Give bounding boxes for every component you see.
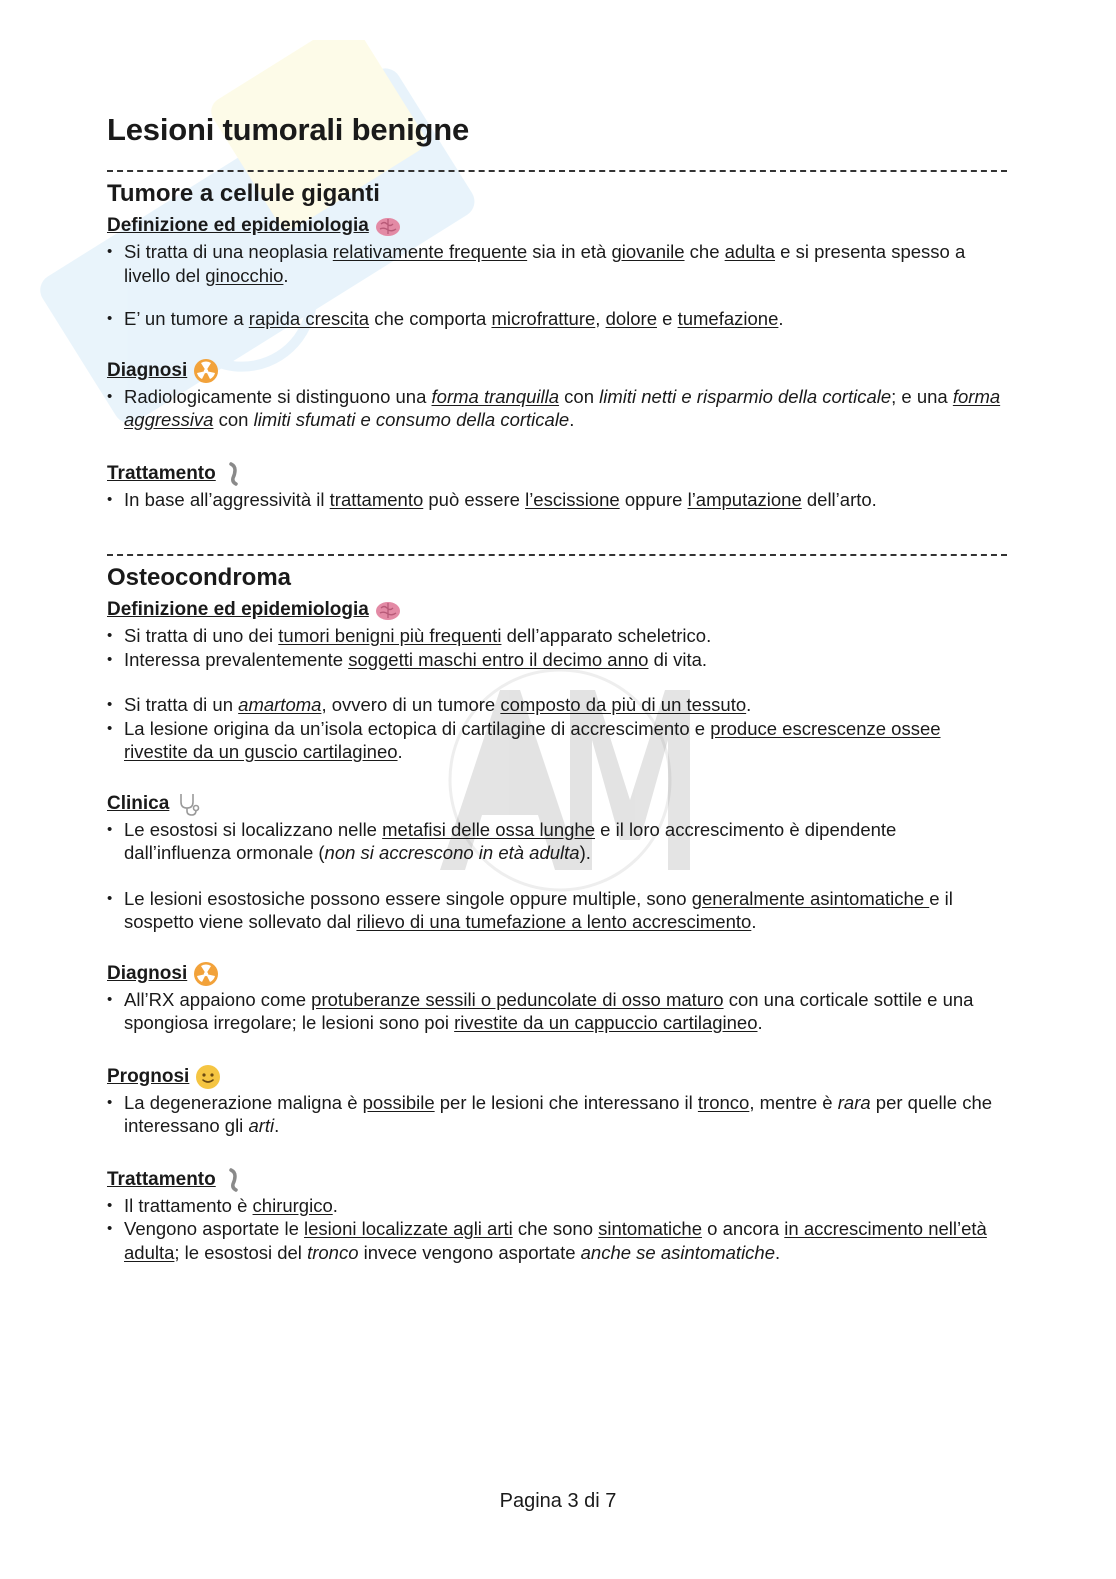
subsection-trattamento-1 <box>107 460 1007 488</box>
list-item: • Radiologicamente si distinguono una forma tranquilla con limiti netti e risparmio della corticale; e una forma aggressiva con limiti sfumati e consumo della corticale. <box>107 385 1007 432</box>
bullet-list <box>107 240 1007 287</box>
list-item: • Le esostosi si localizzano nelle metafisi delle ossa lunghe e il loro accrescimento è dipendente dall’influenza ormonale (non si accrescono in età adulta). <box>107 818 1007 865</box>
subsection-clinica <box>107 790 1007 818</box>
bullet-list <box>107 988 1007 1035</box>
subsection-heading: Prognosi <box>107 1065 190 1087</box>
bullet-list <box>107 1091 1007 1138</box>
subsection-diagnosi-1 <box>107 357 1007 385</box>
list-item: • La degenerazione maligna è possibile per le lesioni che interessano il tronco, mentre è rara per quelle che interessano gli arti. <box>107 1091 1007 1138</box>
brain-icon <box>375 597 401 623</box>
stethoscope-icon <box>175 791 201 817</box>
section-title-giant-cell: Tumore a cellule giganti <box>107 180 380 207</box>
bullet-list <box>107 818 1007 865</box>
content <box>107 106 1007 1264</box>
section-title-osteocondroma: Osteocondroma <box>107 564 292 591</box>
subsection-heading: Diagnosi <box>107 359 188 381</box>
bone-icon <box>222 1167 248 1193</box>
bullet-list <box>107 385 1007 432</box>
subsection-heading: Definizione ed epidemiologia <box>107 599 369 620</box>
subsection-heading: Definizione ed epidemiologia <box>107 215 369 236</box>
subsection-definizione-2 <box>107 596 1007 624</box>
bullet-list <box>107 887 1007 934</box>
list-item: • Si tratta di un amartoma, ovvero di un tumore composto da più di un tessuto. <box>107 693 1007 717</box>
list-item: • Vengono asportate le lesioni localizzate agli arti che sono sintomatiche o ancora in accrescimento nell’età adulta; le esostosi del tronco invece vengono asportate anche se asintomatiche. <box>107 1217 1007 1264</box>
subsection-prognosi <box>107 1063 1007 1091</box>
list-item: • In base all’aggressività il trattamento può essere l’escissione oppure l’amputazione dell’arto. <box>107 488 1007 512</box>
list-item: • Il trattamento è chirurgico. <box>107 1194 1007 1218</box>
bullet-list <box>107 693 1007 764</box>
smile-icon <box>195 1064 221 1090</box>
subsection-definizione-1 <box>107 212 1007 240</box>
bullet-list <box>107 307 1007 331</box>
list-item: • Le lesioni esostosiche possono essere singole oppure multiple, sono generalmente asintomatiche e il sospetto viene sollevato dal rilievo di una tumefazione a lento accrescimento. <box>107 887 1007 934</box>
page-title: Lesioni tumorali benigne <box>107 112 470 147</box>
bone-icon <box>222 461 248 487</box>
list-item: • Interessa prevalentemente soggetti maschi entro il decimo anno di vita. <box>107 648 1007 672</box>
radioactive-icon <box>193 358 219 384</box>
subsection-heading: Diagnosi <box>107 962 188 984</box>
page-footer: Pagina 3 di 7 <box>499 1490 617 1512</box>
subsection-heading: Trattamento <box>107 462 216 484</box>
bullet-list <box>107 488 1007 512</box>
brain-icon <box>375 213 401 239</box>
list-item: • All’RX appaiono come protuberanze sessili o peduncolate di osso maturo con una corticale sottile e una spongiosa irregolare; le lesioni sono poi rivestite da un cappuccio cartilagineo. <box>107 988 1007 1035</box>
bullet-list <box>107 624 1007 671</box>
subsection-heading: Clinica <box>107 792 170 814</box>
list-item: • Si tratta di una neoplasia relativamente frequente sia in età giovanile che adulta e si presenta spesso a livello del ginocchio. <box>107 240 1007 287</box>
radioactive-icon <box>193 961 219 987</box>
subsection-heading: Trattamento <box>107 1168 216 1190</box>
subsection-trattamento-2 <box>107 1166 1007 1194</box>
list-item: • La lesione origina da un’isola ectopica di cartilagine di accrescimento e produce escrescenze ossee rivestite da un guscio cartilagineo. <box>107 717 1007 764</box>
list-item: • Si tratta di uno dei tumori benigni più frequenti dell’apparato scheletrico. <box>107 624 1007 648</box>
bullet-list <box>107 1194 1007 1265</box>
list-item: • E’ un tumore a rapida crescita che comporta microfratture, dolore e tumefazione. <box>107 307 1007 331</box>
subsection-diagnosi-2 <box>107 960 1007 988</box>
